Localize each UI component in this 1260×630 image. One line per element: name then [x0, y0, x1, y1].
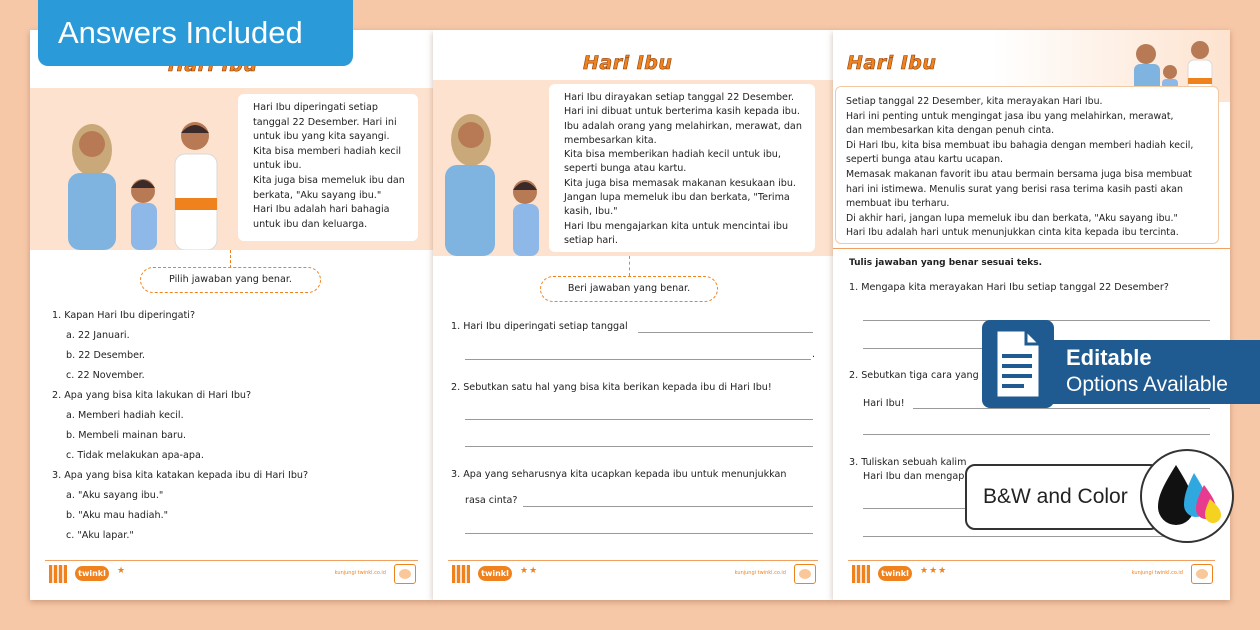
difficulty-stars: ★★	[520, 566, 539, 576]
twinkl-logo: twinkl	[478, 566, 512, 581]
qr-code-icon	[452, 565, 470, 583]
worksheet-level-1	[30, 30, 433, 600]
passage-line: Jangan lupa memeluk ibu dan berkata, "Terima	[564, 192, 790, 204]
passage-line: membuat ibu terharu.	[846, 198, 950, 210]
passage-line: Hari Ibu mengajarkan kita untuk mencintai ibu	[564, 220, 789, 232]
passage-line: Di akhir hari, jangan lupa memeluk ibu dan berkata, "Aku sayang ibu."	[846, 212, 1178, 224]
sentence-end: .	[812, 349, 816, 360]
footer-url: kunjungi twinkl.co.id	[1131, 570, 1183, 576]
family-illustration	[433, 80, 553, 256]
footer-url: kunjungi twinkl.co.id	[334, 570, 386, 576]
option: a. "Aku sayang ibu."	[66, 490, 164, 501]
passage-line: untuk ibu.	[253, 160, 302, 172]
option: a. Memberi hadiah kecil.	[66, 410, 184, 421]
passage-line: Memasak makanan favorit ibu atau bermain bersama juga bisa membuat	[846, 168, 1192, 180]
question-2-cont: Hari Ibu!	[863, 398, 905, 409]
footer-url: kunjungi twinkl.co.id	[734, 570, 786, 576]
passage-line: membesarkan kita.	[564, 134, 657, 146]
question-3-cont: Hari Ibu dan mengap	[863, 471, 965, 482]
question-1: 1. Kapan Hari Ibu diperingati?	[52, 310, 196, 321]
passage-line: Kita bisa memberi hadiah kecil	[253, 145, 402, 157]
qr-code-icon	[852, 565, 870, 583]
question-3: 3. Apa yang bisa kita katakan kepada ibu di Hari Ibu?	[52, 470, 309, 481]
editable-label: Editable	[1066, 345, 1152, 370]
sheet3-title: Hari Ibu	[847, 52, 937, 74]
worksheet-level-2	[433, 30, 833, 600]
passage-line: Kita juga bisa memeluk ibu dan	[253, 174, 405, 186]
answer-line[interactable]	[465, 446, 813, 447]
passage-line: Setiap tanggal 22 Desember, kita merayakan Hari Ibu.	[846, 96, 1103, 107]
sheet2-title: Hari Ibu	[583, 52, 673, 74]
passage-line: Hari Ibu dirayakan setiap tanggal 22 Desember.	[564, 92, 795, 103]
answer-line[interactable]	[863, 434, 1210, 435]
divider	[833, 248, 1230, 249]
difficulty-stars: ★★★	[920, 566, 948, 576]
teacher-badge-icon	[794, 564, 816, 584]
sheet3-footer	[848, 560, 1215, 586]
passage-line: Kita juga bisa memasak makanan kesukaan ibu.	[564, 177, 796, 189]
sheet1-footer	[45, 560, 418, 586]
sheet1-passage	[238, 94, 418, 241]
twinkl-logo: twinkl	[878, 566, 912, 581]
sheet1-hero	[30, 88, 433, 250]
passage-line: Ibu adalah orang yang melahirkan, merawat, dan	[564, 120, 802, 132]
answer-line[interactable]	[523, 506, 813, 507]
sheet2-passage	[549, 84, 815, 252]
teacher-badge-icon	[1191, 564, 1213, 584]
passage-line: Hari Ibu adalah hari bahagia	[253, 204, 390, 216]
answer-line[interactable]	[465, 533, 813, 534]
passage-line: hari ini istimewa. Menulis surat yang berisi rasa terima kasih pasti akan	[846, 183, 1183, 195]
passage-line: seperti bunga atau kartu ucapan.	[846, 154, 1004, 166]
question-3-cont: rasa cinta?	[465, 495, 518, 506]
dashed-connector	[629, 256, 630, 276]
option: b. 22 Desember.	[66, 350, 146, 361]
ink-drops-icon	[1140, 449, 1234, 543]
passage-line: kasih, Ibu."	[564, 206, 618, 218]
answer-line[interactable]	[465, 359, 811, 360]
dashed-connector	[230, 250, 231, 268]
passage-line: untuk ibu dan keluarga.	[253, 218, 368, 230]
family-illustration	[40, 88, 240, 250]
sheet1-instruction: Pilih jawaban yang benar.	[140, 267, 321, 293]
answer-line[interactable]	[638, 332, 813, 333]
twinkl-logo: twinkl	[75, 566, 109, 581]
passage-line: Kita bisa memberikan hadiah kecil untuk ibu,	[564, 149, 781, 161]
answers-included-badge: Answers Included	[38, 0, 353, 66]
option: a. 22 Januari.	[66, 330, 130, 341]
passage-line: Hari ini penting untuk mengingat jasa ibu yang melahirkan, merawat,	[846, 110, 1174, 122]
passage-line: Di Hari Ibu, kita bisa membuat ibu bahagia dengan memberi hadiah kecil,	[846, 139, 1194, 151]
passage-line: seperti bunga atau kartu.	[564, 163, 687, 175]
question-2: 2. Sebutkan satu hal yang bisa kita berikan kepada ibu di Hari Ibu!	[451, 382, 772, 393]
answer-line[interactable]	[465, 419, 813, 420]
question-1: 1. Mengapa kita merayakan Hari Ibu setiap tanggal 22 Desember?	[849, 282, 1169, 293]
question-1: 1. Hari Ibu diperingati setiap tanggal	[451, 321, 628, 332]
passage-line: berkata, "Aku sayang ibu."	[253, 189, 382, 201]
sheet2-instruction: Beri jawaban yang benar.	[540, 276, 718, 302]
sheet3-passage	[835, 86, 1219, 244]
options-available-label: Options Available	[1066, 373, 1228, 396]
teacher-badge-icon	[394, 564, 416, 584]
passage-line: setiap hari.	[564, 234, 618, 246]
sheet3-instruction: Tulis jawaban yang benar sesuai teks.	[849, 258, 1043, 268]
question-2: 2. Apa yang bisa kita lakukan di Hari Ibu?	[52, 390, 252, 401]
difficulty-stars: ★	[117, 566, 127, 576]
sheet2-hero	[433, 80, 833, 256]
question-2: 2. Sebutkan tiga cara yang	[849, 370, 979, 381]
option: c. "Aku lapar."	[66, 530, 134, 541]
question-3: 3. Apa yang seharusnya kita ucapkan kepada ibu untuk menunjukkan	[451, 469, 787, 480]
option: c. 22 November.	[66, 370, 145, 381]
option: c. Tidak melakukan apa-apa.	[66, 450, 204, 461]
answer-line[interactable]	[913, 408, 1210, 409]
qr-code-icon	[49, 565, 67, 583]
question-3: 3. Tuliskan sebuah kalim	[849, 457, 967, 468]
passage-line: Hari Ibu diperingati setiap	[253, 102, 378, 113]
document-icon	[982, 320, 1054, 408]
passage-line: Hari Ibu adalah hari untuk menunjukkan cinta kita kepada ibu tercinta.	[846, 227, 1179, 239]
passage-line: dan membesarkan kita dengan penuh cinta.	[846, 125, 1055, 137]
sheet2-footer	[448, 560, 818, 586]
option: b. Membeli mainan baru.	[66, 430, 187, 441]
passage-line: tanggal 22 Desember. Hari ini	[253, 116, 397, 128]
bw-and-color-label: B&W and Color	[965, 464, 1160, 530]
option: b. "Aku mau hadiah."	[66, 510, 169, 521]
passage-line: Hari ini dibuat untuk berterima kasih kepada ibu.	[564, 106, 800, 118]
passage-line: untuk ibu yang kita sayangi.	[253, 131, 390, 143]
